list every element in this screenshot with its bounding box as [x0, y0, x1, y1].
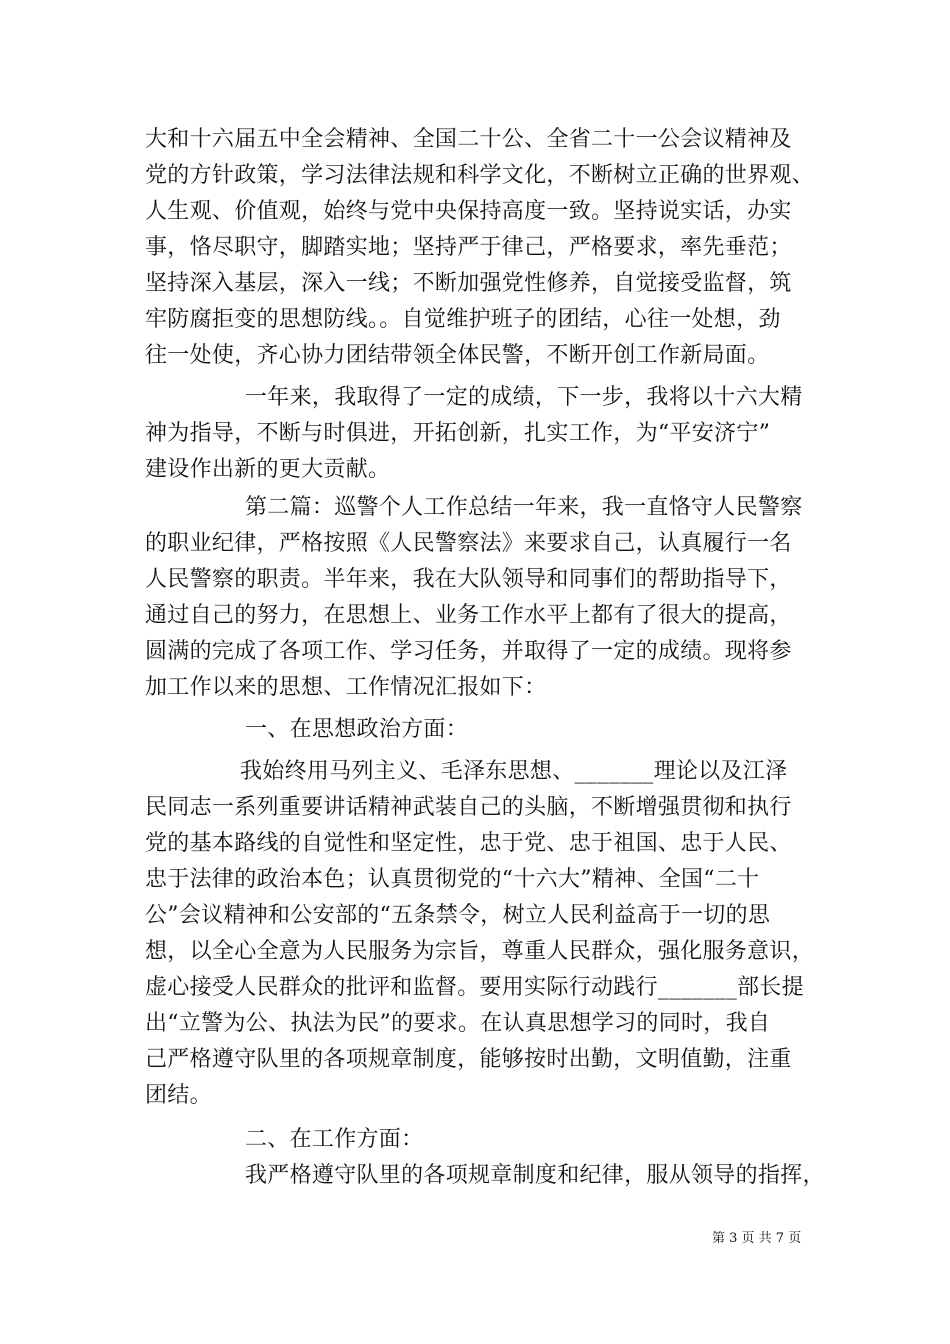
text-line: 加工作以来的思想、工作情况汇报如下：: [145, 675, 547, 700]
text-line: 事，恪尽职守，脚踏实地；坚持严于律己，严格要求，率先垂范；: [145, 235, 792, 260]
text-line: 团结。: [145, 1083, 212, 1108]
text-line: 人民警察的职责。半年来，我在大队领导和同事们的帮助指导下，: [145, 567, 792, 592]
text-line: 出“立警为公、执法为民”的要求。在认真思想学习的同时，我自: [145, 1011, 771, 1036]
text-line: 人生观、价值观，始终与党中央保持高度一致。坚持说实话，办实: [145, 199, 792, 224]
text-line: 牢防腐拒变的思想防线。。自觉维护班子的团结，心往一处想，劲: [145, 307, 781, 332]
text-line: 通过自己的努力，在思想上、业务工作水平上都有了很大的提高，: [145, 603, 792, 628]
text-line: 己严格遵守队里的各项规章制度，能够按时出勤，文明值勤，注重: [145, 1047, 792, 1072]
text-line: 神为指导，不断与时俱进，开拓创新，扎实工作，为“平安济宁”: [145, 421, 771, 446]
text-line: 一年来，我取得了一定的成绩，下一步，我将以十六大精: [245, 385, 803, 410]
text-line: 我始终用马列主义、毛泽东思想、_______理论以及江泽: [240, 759, 788, 784]
text-line: 虚心接受人民群众的批评和监督。要用实际行动践行_______部长提: [145, 975, 804, 1000]
text-line: 公”会议精神和公安部的“五条禁令，树立人民利益高于一切的思: [145, 903, 771, 928]
text-line: 想，以全心全意为人民服务为宗旨，尊重人民群众，强化服务意识，: [145, 939, 815, 964]
text-line: 党的方针政策，学习法律法规和科学文化，不断树立正确的世界观、: [145, 163, 815, 188]
section-heading: 二、在工作方面：: [245, 1127, 424, 1152]
text-line: 我严格遵守队里的各项规章制度和纪律，服从领导的指挥，: [245, 1163, 825, 1188]
text-line: 第二篇：巡警个人工作总结一年来，我一直恪守人民警察: [245, 495, 803, 520]
text-line: 党的基本路线的自觉性和坚定性，忠于党、忠于祖国、忠于人民、: [145, 831, 792, 856]
text-line: 往一处使，齐心协力团结带领全体民警，不断开创工作新局面。: [145, 343, 770, 368]
section-heading: 一、在思想政治方面：: [245, 717, 469, 742]
text-line: 民同志一系列重要讲话精神武装自己的头脑，不断增强贯彻和执行: [145, 795, 792, 820]
text-line: 圆满的完成了各项工作、学习任务，并取得了一定的成绩。现将参: [145, 639, 792, 664]
text-line: 忠于法律的政治本色；认真贯彻党的“十六大”精神、全国“二十: [145, 867, 760, 892]
text-line: 的职业纪律，严格按照《人民警察法》来要求自己，认真履行一名: [145, 531, 792, 556]
page-number-footer: 第 3 页 共 7 页: [712, 1231, 802, 1246]
text-line: 大和十六届五中全会精神、全国二十公、全省二十一公会议精神及: [145, 127, 792, 152]
text-line: 建设作出新的更大贡献。: [145, 457, 391, 482]
text-line: 坚持深入基层，深入一线；不断加强党性修养，自觉接受监督，筑: [145, 271, 792, 296]
